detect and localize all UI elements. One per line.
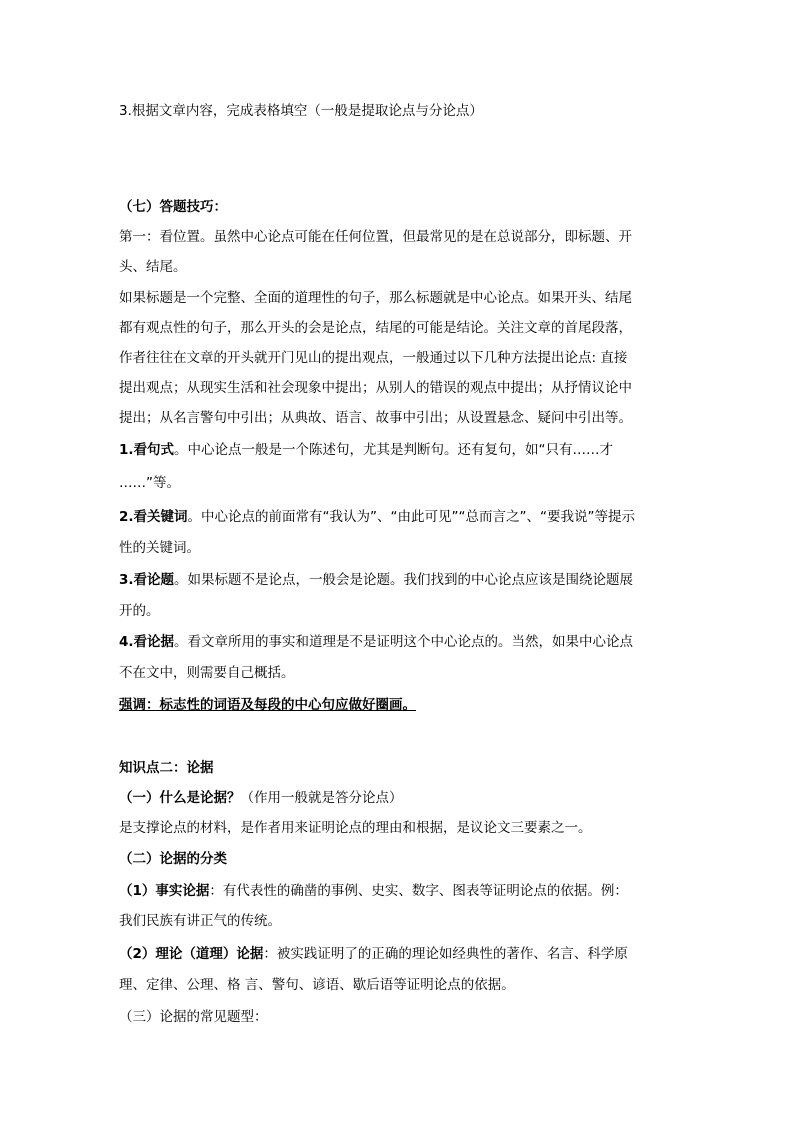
- para1-line5: 提出；从名言警句中引出；从典故、语言、故事中引出；从设置悬念、疑问中引出等。: [119, 410, 632, 426]
- method4-line2: 不在文中，则需要自己概括。: [119, 665, 295, 681]
- step1-line2: 头、结尾。: [119, 259, 187, 275]
- theory-evidence-line1: [119, 944, 684, 964]
- section-7-heading: （七）答题技巧：: [119, 199, 227, 215]
- method2-line1: [119, 507, 684, 527]
- method3-label: 3.看论题: [119, 572, 175, 588]
- method4-text: 。看文章所用的事实和道理是不是证明这个中心论点的。当然，如果中心论点: [174, 634, 634, 650]
- method1-line2: ……”等。: [119, 475, 180, 491]
- para1-line1: 如果标题是一个完整、全面的道理性的句子，那么标题就是中心论点。如果开头、结尾: [119, 290, 632, 306]
- theory-evidence-label: （2）理论（道理）论据: [119, 946, 264, 962]
- kp2-classification-heading: （二）论据的分类: [119, 851, 227, 867]
- theory-evidence-text: ：被实践证明了的正确的理论如经典性的著作、名言、科学原: [263, 946, 628, 962]
- emphasis-note: 强调：标志性的词语及每段的中心句应做好圈画。: [119, 697, 416, 713]
- method3-text: 。如果标题不是论点，一般会是论题。我们找到的中心论点应该是围绕论题展: [174, 572, 634, 588]
- method1-label: 1.看句式: [119, 442, 175, 458]
- kp2-definition: 是支撑论点的材料，是作者用来证明论点的理由和根据，是议论文三要素之一。: [119, 820, 592, 836]
- method2-text: 。中心论点的前面常有“我认为”、“由此可见”“总而言之”、“要我说”等提示: [187, 509, 635, 525]
- method4-line1: [119, 632, 684, 652]
- kp2-title: 知识点二：论据: [119, 760, 214, 776]
- method1-text: 。中心论点一般是一个陈述句，尤其是判断句。还有复句，如“只有……才: [174, 442, 614, 458]
- method2-line2: 性的关键词。: [119, 540, 200, 556]
- kp2-q1: [119, 788, 684, 808]
- method3-line1: [119, 570, 684, 590]
- step1-line1: 第一：看位置。虽然中心论点可能在任何位置，但最常见的是在总说部分，即标题、开: [119, 229, 632, 245]
- fact-evidence-label: （1）事实论据: [119, 883, 210, 899]
- para1-line3: 作者往往在文章的开头就开门见山的提出观点，一般通过以下几种方法提出论点: 直接: [119, 350, 628, 366]
- fact-evidence-line1: [119, 881, 684, 901]
- theory-evidence-line2: 理、定律、公理、格 言、警句、谚语、歇后语等证明论点的依据。: [119, 977, 515, 993]
- para1-line4: 提出观点；从现实生活和社会现象中提出；从别人的错误的观点中提出；从抒情议论中: [119, 380, 632, 396]
- method3-line2: 开的。: [119, 603, 160, 619]
- task-3: 3.根据文章内容，完成表格填空（一般是提取论点与分论点）: [119, 103, 483, 119]
- kp2-q1-label: （一）什么是论据？: [119, 790, 241, 806]
- fact-evidence-line2: 我们民族有讲正气的传统。: [119, 913, 281, 929]
- method2-label: 2.看关键词: [119, 509, 188, 525]
- method1-line1: [119, 440, 684, 460]
- method4-label: 4.看论据: [119, 634, 175, 650]
- fact-evidence-text: ：有代表性的确凿的事例、史实、数字、图表等证明论点的依据。例：: [209, 883, 628, 899]
- kp2-types-heading: （三）论据的常见题型：: [119, 1009, 268, 1025]
- para1-line2: 都有观点性的句子，那么开头的会是论点，结尾的可能是结论。关注文章的首尾段落，: [119, 320, 632, 336]
- kp2-q1-note: （作用一般就是答分论点）: [240, 790, 403, 806]
